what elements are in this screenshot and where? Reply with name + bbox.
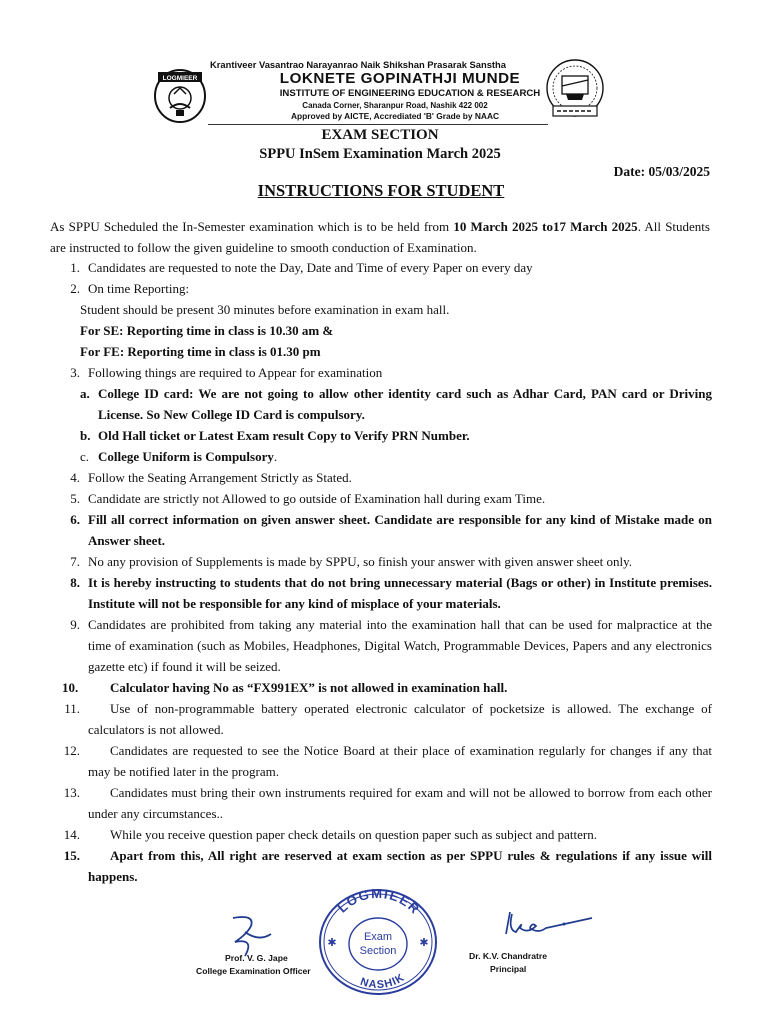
sub-item-letter: b. — [80, 428, 91, 443]
item-text: Candidate are strictly not Allowed to go outside of Examination hall during exam Time. — [88, 491, 546, 506]
item-text: Candidates are requested to see the Notice Board at their place of examination regularly for changes if any that may be notified later in the program. — [88, 743, 712, 779]
item-text: No any provision of Supplements is made by SPPU, so finish your answer with given answer sheet only. — [88, 554, 633, 569]
instructions-list — [50, 257, 712, 887]
svg-text:NASHIK — [359, 971, 407, 991]
item-number: 13. — [63, 785, 80, 800]
list-item — [50, 824, 712, 845]
left-logo-text: LOGMIEER — [162, 75, 198, 82]
item-number: 1. — [70, 260, 80, 275]
exam-date-range: 10 March 2025 to17 March 2025 — [453, 219, 638, 234]
item-text: On time Reporting: — [88, 281, 190, 296]
svg-text:✱: ✱ — [327, 937, 337, 949]
svg-text:LOGMIEER — [335, 886, 424, 917]
item-number: 9. — [70, 617, 80, 632]
svg-text:✱: ✱ — [419, 937, 429, 949]
intro-text-b: . All Students are instructed to follow the given guideline to smooth conduction of Examination. — [50, 219, 710, 255]
list-item — [50, 362, 712, 383]
item-number: 2. — [70, 281, 80, 296]
list-item — [50, 740, 712, 782]
institute-address: Canada Corner, Sharanpur Road, Nashik 422 002 — [302, 101, 488, 110]
institute-name: LOKNETE GOPINATHJI MUNDE — [279, 70, 521, 87]
list-item — [50, 677, 712, 698]
stamp-top-text: LOGMIEER — [334, 885, 424, 918]
notice-heading: INSTRUCTIONS FOR STUDENT — [257, 181, 505, 200]
principal-name: Dr. K.V. Chandratre — [469, 951, 548, 961]
item-number: 3. — [70, 365, 80, 380]
item-text: Following things are required to Appear for examination — [88, 365, 383, 380]
sub-item-letter: a. — [80, 386, 90, 401]
stamp-line-2: Section — [359, 945, 397, 957]
item-text: Use of non-programmable battery operated electronic calculator of pocketsize is allowed. The exchange of calculators is not allowed. — [88, 701, 712, 737]
exam-title: SPPU InSem Examination March 2025 — [259, 146, 501, 162]
list-item — [50, 698, 712, 740]
item-text: Candidates are prohibited from taking any material into the examination hall that can be used for malpractice at the time of examination (such as Mobiles, Headphones, Digital Watch, Programmable Devices, Papers and any electronics gazette etc) if found it will be seized. — [88, 617, 712, 674]
list-item — [50, 551, 712, 572]
item-number: 10. — [62, 680, 79, 695]
list-item — [50, 278, 712, 299]
item-text: It is hereby instructing to students that do not bring unnecessary material (Bags or other) in Institute premises. Institute will not be responsible for any kind of misplace of your materials. — [88, 575, 712, 611]
sub-item-id-card — [50, 383, 712, 425]
sub-item-hall-ticket — [50, 425, 712, 446]
list-item — [50, 782, 712, 824]
section-title: EXAM SECTION — [321, 127, 439, 143]
item-number: 12. — [63, 743, 80, 758]
item-number: 11. — [64, 701, 80, 716]
intro-text-a: As SPPU Scheduled the In-Semester examination which is to be held from — [50, 219, 454, 234]
reporting-note: Student should be present 30 minutes before examination in exam hall. — [80, 302, 450, 317]
item-number: 8. — [70, 575, 80, 590]
fe-reporting-time: For FE: Reporting time in class is 01.30 pm — [80, 344, 321, 359]
institute-seal-right — [544, 56, 606, 124]
item-text: Candidates must bring their own instruments required for exam and will not be allowed to borrow from each other under any circumstances.. — [88, 785, 712, 821]
header-divider — [208, 124, 548, 125]
item-number: 6. — [70, 512, 80, 527]
stamp-bottom-text: NASHIK — [358, 971, 408, 992]
list-item — [50, 572, 712, 614]
sub-item-end: . — [273, 449, 278, 464]
principal-signature — [502, 900, 602, 944]
item-text: Calculator having No as “FX991EX” is not allowed in examination hall. — [110, 680, 508, 695]
trust-name: Krantiveer Vasantrao Narayanrao Naik Shikshan Prasarak Sanstha — [210, 59, 506, 70]
item-number: 14. — [63, 827, 80, 842]
list-item — [50, 509, 712, 551]
institute-approval: Approved by AICTE, Accrediated 'B' Grade by NAAC — [290, 111, 500, 121]
item-number: 5. — [70, 491, 80, 506]
sub-item-text: College ID card: We are not going to allow other identity card such as Adhar Card, PAN card or Driving License. So New College ID Card is compulsory. — [98, 386, 712, 422]
item-text: Candidates are requested to note the Day, Date and Time of every Paper on every day — [88, 260, 533, 275]
list-item — [50, 488, 712, 509]
sub-item-letter: c. — [80, 449, 90, 464]
stamp-line-1: Exam — [363, 931, 393, 943]
item-number: 4. — [70, 470, 80, 485]
list-item — [50, 257, 712, 278]
item-number: 15. — [63, 848, 80, 863]
item-text: Apart from this, All right are reserved at exam section as per SPPU rules & regulations if any issue will happens. — [88, 848, 712, 884]
item-text: While you receive question paper check details on question paper such as subject and pattern. — [110, 827, 597, 842]
item-text: Fill all correct information on given answer sheet. Candidate are responsible for any kind of Mistake made on Answer sheet. — [88, 512, 712, 548]
officer-title: College Examination Officer — [196, 966, 311, 976]
se-reporting-time: For SE: Reporting time in class is 10.30 am & — [80, 323, 334, 338]
item-number: 7. — [70, 554, 80, 569]
sub-item-text: College Uniform is Compulsory — [98, 449, 274, 464]
sub-item-uniform — [50, 446, 712, 467]
list-item — [50, 614, 712, 677]
sub-item-text: Old Hall ticket or Latest Exam result Copy to Verify PRN Number. — [98, 428, 470, 443]
intro-paragraph — [50, 216, 710, 258]
institute-subtitle: INSTITUTE OF ENGINEERING EDUCATION & RESEARCH — [279, 88, 541, 99]
item-text: Follow the Seating Arrangement Strictly as Stated. — [88, 470, 352, 485]
notice-date: Date: 05/03/2025 — [613, 164, 710, 179]
principal-title: Principal — [490, 964, 527, 974]
officer-name: Prof. V. G. Jape — [225, 953, 288, 963]
exam-section-stamp — [314, 880, 442, 998]
list-item — [50, 467, 712, 488]
